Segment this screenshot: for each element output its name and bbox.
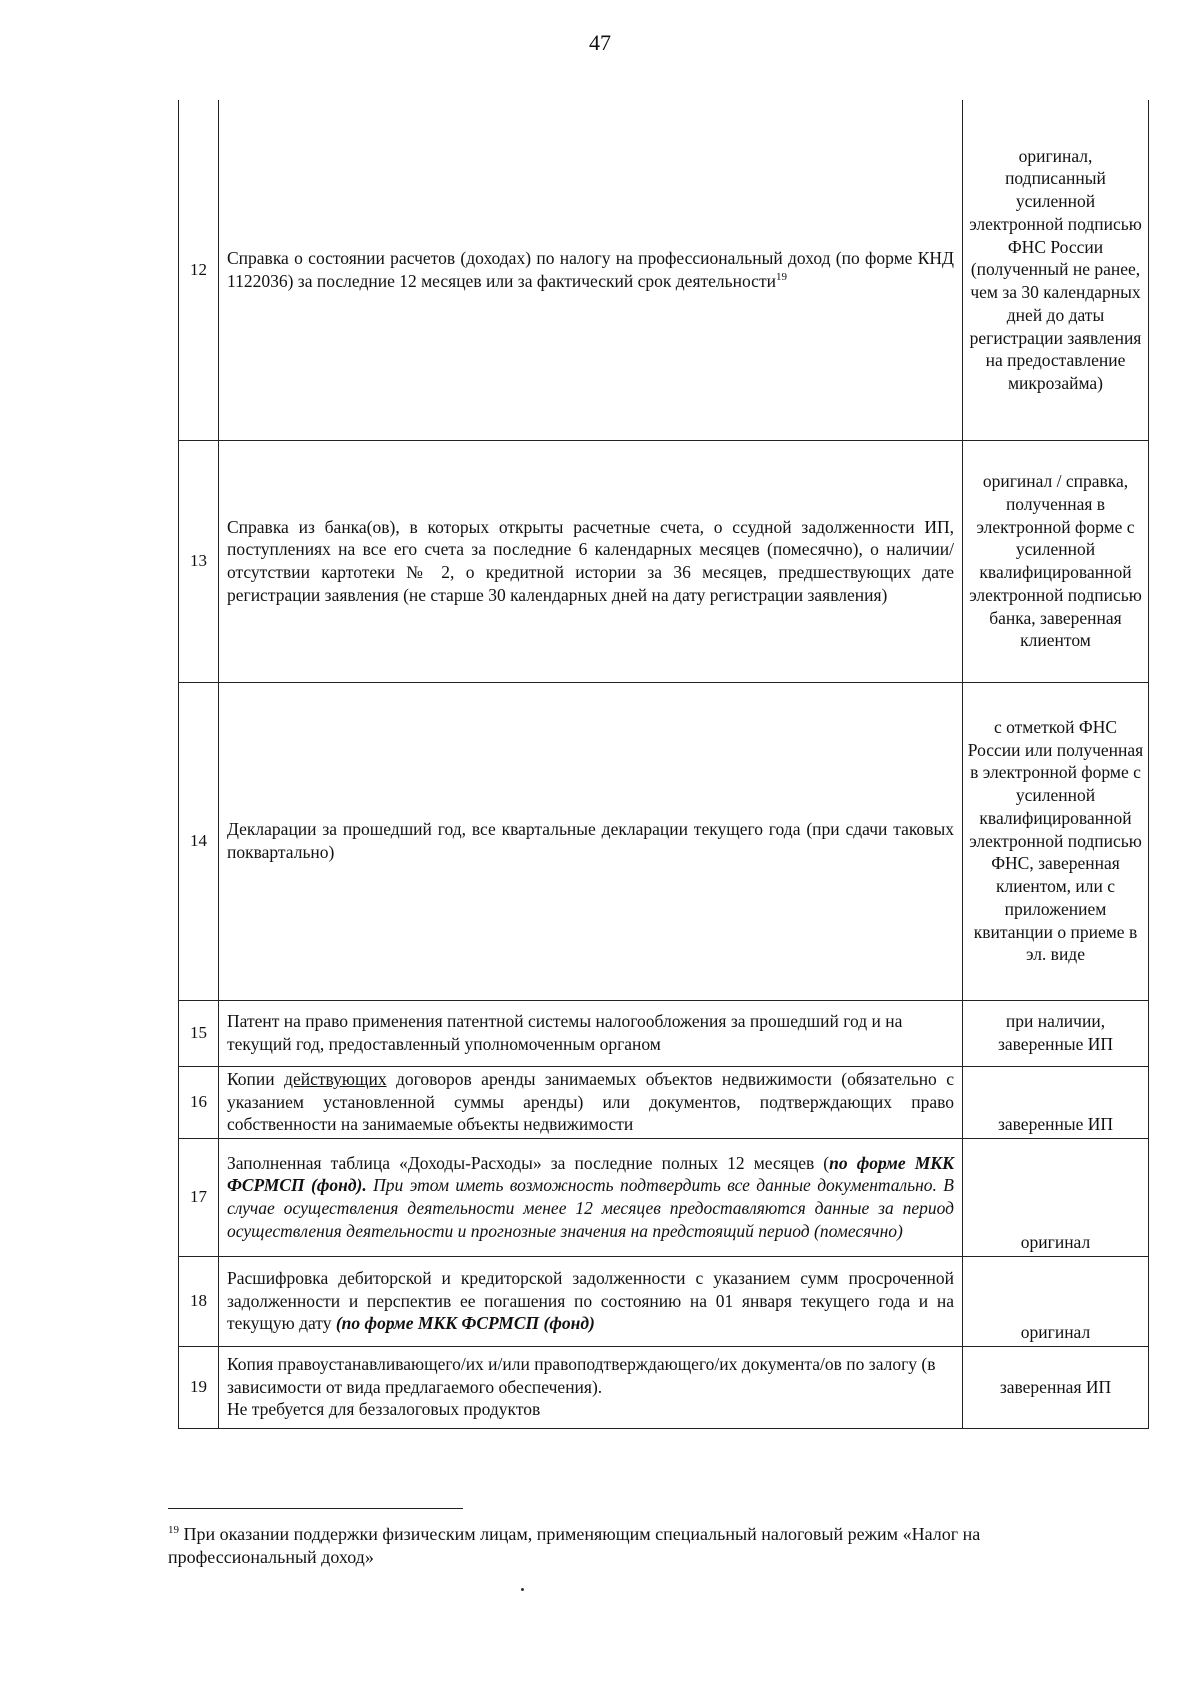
row-number: 17 <box>179 1138 219 1256</box>
footnote-text: При оказании поддержки физическим лицам, применяющим специальный налоговый режим «Налог на профессиональный доход» <box>168 1524 981 1568</box>
submission-form: заверенные ИП <box>963 1066 1149 1138</box>
table-row <box>179 1256 1149 1346</box>
document-description: Патент на право применения патентной системы налогообложения за прошедший год и на текущий год, предоставленный уполномоченным органом <box>219 1000 963 1066</box>
document-description: Заполненная таблица «Доходы-Расходы» за последние полных 12 месяцев (по форме МКК ФСРМСП (фонд). При этом иметь возможность подтвердить все данные документально. В случае осуществления деятельности менее 12 месяцев предоставляются данные за период осуществления деятельности и прогнозные значения на предстоящий период (помесячно) <box>219 1138 963 1256</box>
row-number: 15 <box>179 1000 219 1066</box>
document-description: Копии действующих договоров аренды занимаемых объектов недвижимости (обязательно с указанием установленной суммы аренды) или документов, подтверждающих право собственности на занимаемые объекты недвижимости <box>219 1066 963 1138</box>
row-number: 19 <box>179 1346 219 1428</box>
speck <box>521 1588 524 1591</box>
footnote-mark: 19 <box>168 1524 179 1536</box>
submission-form: оригинал, подписанный усиленной электронной подписью ФНС России (полученный не ранее, чем за 30 календарных дней до даты регистрации заявления на предоставление микрозайма) <box>963 100 1149 440</box>
footnote <box>168 1523 1098 1570</box>
document-description: Расшифровка дебиторской и кредиторской задолженности с указанием сумм просроченной задолженности и перспектив ее погашения по состоянию на 01 января текущего года и на текущую дату (по форме МКК ФСРМСП (фонд) <box>219 1256 963 1346</box>
table-row <box>179 1138 1149 1256</box>
table-row <box>179 1346 1149 1428</box>
page-number: 47 <box>589 30 611 55</box>
footnote-reference: 19 <box>775 270 787 283</box>
table-row <box>179 1000 1149 1066</box>
table-row <box>179 440 1149 682</box>
row-number: 12 <box>179 100 219 440</box>
document-description: Справка из банка(ов), в которых открыты расчетные счета, о ссудной задолженности ИП, поступлениях на все его счета за последние 6 календарных месяцев (помесячно), о наличии/отсутствии картотеки № 2, о кредитной истории за 36 месяцев, предшествующих дате регистрации заявления (не старше 30 календарных дней на дату регистрации заявления) <box>219 440 963 682</box>
submission-form: с отметкой ФНС России или полученная в электронной форме с усиленной квалифицированной электронной подписью ФНС, заверенная клиентом, или с приложением квитанции о приеме в эл. виде <box>963 682 1149 1000</box>
document-description: Декларации за прошедший год, все квартальные декларации текущего года (при сдачи таковых поквартально) <box>219 682 963 1000</box>
footnote-separator <box>168 1508 463 1509</box>
submission-form: заверенная ИП <box>963 1346 1149 1428</box>
documents-table <box>178 100 1149 1429</box>
document-description: Копия правоустанавливающего/их и/или правоподтверждающего/их документа/ов по залогу (в зависимости от вида предлагаемого обеспечения). Не требуется для беззалоговых продуктов <box>219 1346 963 1428</box>
table-row <box>179 100 1149 440</box>
submission-form: оригинал <box>963 1138 1149 1256</box>
submission-form: оригинал / справка, полученная в электронной форме с усиленной квалифицированной электронной подписью банка, заверенная клиентом <box>963 440 1149 682</box>
table-row <box>179 682 1149 1000</box>
submission-form: оригинал <box>963 1256 1149 1346</box>
submission-form: при наличии, заверенные ИП <box>963 1000 1149 1066</box>
row-number: 18 <box>179 1256 219 1346</box>
row-number: 16 <box>179 1066 219 1138</box>
row-number: 13 <box>179 440 219 682</box>
document-description: Справка о состоянии расчетов (доходах) по налогу на профессиональный доход (по форме КНД 1122036) за последние 12 месяцев или за фактический срок деятельности$^{19}$ <box>219 100 963 440</box>
row-number: 14 <box>179 682 219 1000</box>
table-row <box>179 1066 1149 1138</box>
